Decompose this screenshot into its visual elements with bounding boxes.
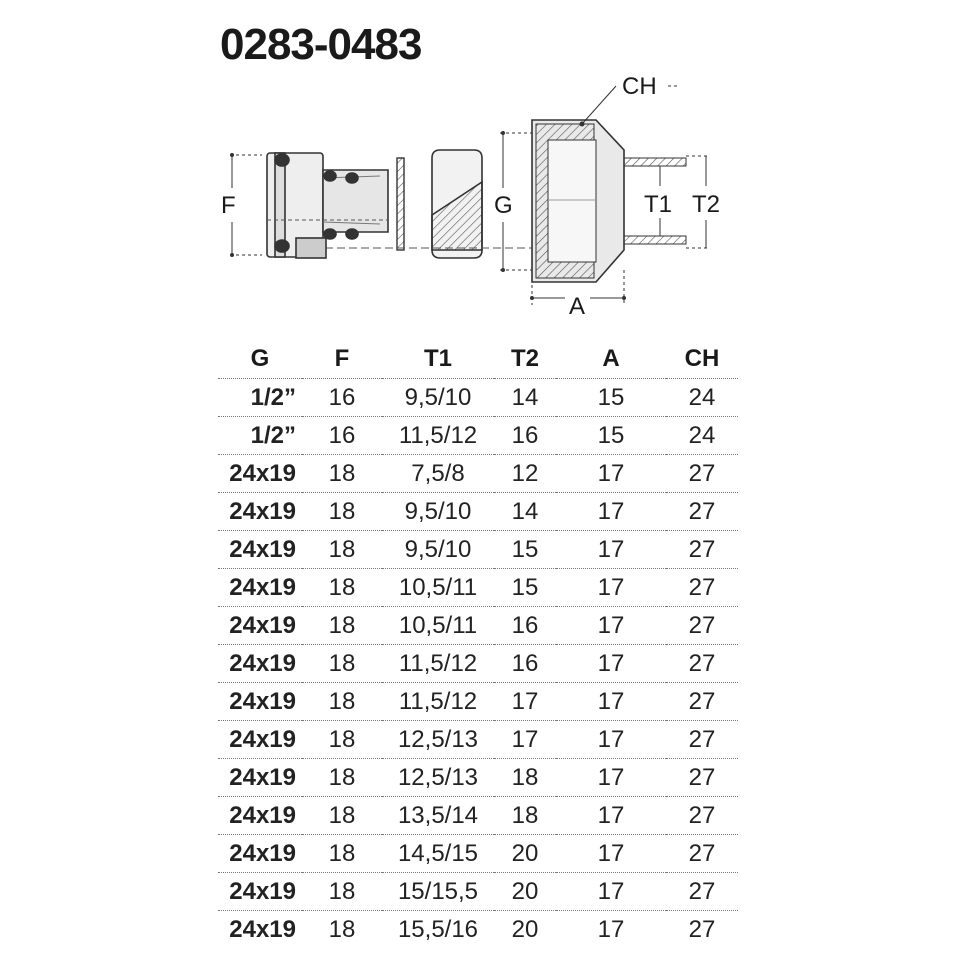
table-row: [218, 493, 738, 531]
spec-table: [218, 340, 738, 948]
cell-ch: 27: [688, 915, 716, 943]
cell-a: 17: [556, 645, 666, 683]
cell-f: 18: [302, 531, 382, 569]
dim-F: [221, 153, 262, 257]
header-T2: T2: [494, 340, 556, 379]
cell-ch: 27: [666, 683, 738, 721]
insert-part: [267, 153, 388, 258]
header-CH: CH: [666, 340, 738, 379]
cell-f: 18: [302, 873, 382, 911]
cell-g: 24x19: [218, 607, 302, 645]
cell-ch: 27: [666, 607, 738, 645]
cell-ch: 27: [666, 721, 738, 759]
cell-t2: 18: [494, 797, 556, 835]
cell-t2: 16: [494, 645, 556, 683]
cell-t2: 14: [494, 379, 556, 417]
technical-drawing: [0, 0, 960, 340]
cell-g: 24x19: [229, 915, 296, 943]
cell-t2: 20: [494, 835, 556, 873]
cell-t2: 14: [494, 493, 556, 531]
cell-a: 17: [556, 835, 666, 873]
cell-t1: 10,5/11: [382, 607, 494, 645]
cell-ch: 27: [666, 455, 738, 493]
cell-f: 16: [302, 417, 382, 455]
dim-G: [494, 131, 532, 272]
cell-g: 24x19: [218, 759, 302, 797]
table-row: [218, 759, 738, 797]
label-A: A: [569, 293, 586, 320]
cell-ch: 27: [666, 797, 738, 835]
cell-t2: 15: [494, 569, 556, 607]
cell-a: 17: [556, 683, 666, 721]
cell-f: 18: [302, 683, 382, 721]
cell-a: 17: [556, 873, 666, 911]
label-T1: T1: [644, 191, 673, 218]
cell-a: 17: [556, 531, 666, 569]
cell-g: 24x19: [218, 569, 302, 607]
cell-f: 18: [302, 455, 382, 493]
cell-a: 17: [556, 721, 666, 759]
cell-g: 24x19: [218, 531, 302, 569]
cell-ch: 27: [666, 493, 738, 531]
cell-ch: 27: [666, 531, 738, 569]
cell-a: 17: [556, 759, 666, 797]
dim-CH: [580, 73, 681, 127]
table-row: [218, 873, 738, 911]
cell-ch: 27: [666, 569, 738, 607]
cell-f: 18: [302, 607, 382, 645]
table-row: [218, 721, 738, 759]
cell-f: 16: [302, 379, 382, 417]
cell-f: 18: [302, 645, 382, 683]
cell-f: 18: [302, 569, 382, 607]
cell-a: 17: [597, 915, 625, 943]
cell-t1: 11,5/12: [382, 645, 494, 683]
cell-t1: 11,5/12: [382, 683, 494, 721]
header-F: F: [302, 340, 382, 379]
cell-f: 18: [302, 797, 382, 835]
cell-t2: 20: [494, 873, 556, 911]
cell-t1: 9,5/10: [382, 531, 494, 569]
label-F: F: [221, 192, 236, 219]
cell-a: 17: [556, 455, 666, 493]
nut-part: [532, 120, 624, 282]
table-row: [218, 835, 738, 873]
cell-ch: 27: [666, 873, 738, 911]
label-T2: T2: [692, 191, 721, 218]
cell-t1: 12,5/13: [382, 759, 494, 797]
cell-t1: 11,5/12: [382, 417, 494, 455]
cell-t2: 17: [494, 721, 556, 759]
cell-f: 18: [302, 759, 382, 797]
table-row: [218, 645, 738, 683]
cell-f: 18: [302, 835, 382, 873]
cell-g: 24x19: [218, 493, 302, 531]
table-row: [218, 455, 738, 493]
cell-g: 24x19: [218, 721, 302, 759]
dim-T1-T2: [624, 156, 720, 248]
cell-g: 24x19: [218, 835, 302, 873]
cell-t1: 14,5/15: [382, 835, 494, 873]
cell-t1: 10,5/11: [382, 569, 494, 607]
cell-t1: 7,5/8: [382, 455, 494, 493]
cell-a: 17: [556, 797, 666, 835]
table-row: [218, 607, 738, 645]
table-row: [218, 797, 738, 835]
cell-f: 18: [302, 493, 382, 531]
cell-a: 15: [556, 379, 666, 417]
cell-ch: 24: [666, 379, 738, 417]
cell-g: 24x19: [218, 797, 302, 835]
table-row: [218, 911, 738, 949]
cell-f: 18: [302, 721, 382, 759]
cell-g: 1/2”: [218, 417, 302, 455]
cell-a: 17: [556, 493, 666, 531]
table-row: [218, 531, 738, 569]
cell-t1: 15/15,5: [382, 873, 494, 911]
header-G: G: [218, 340, 302, 379]
cell-ch: 27: [666, 835, 738, 873]
cell-t2: 16: [494, 607, 556, 645]
cell-t1: 13,5/14: [382, 797, 494, 835]
table-body: [218, 379, 738, 949]
cell-ch: 27: [666, 759, 738, 797]
label-G: G: [494, 192, 513, 219]
cell-t1: 9,5/10: [382, 379, 494, 417]
cell-a: 17: [556, 607, 666, 645]
cell-g: 1/2”: [218, 379, 302, 417]
cell-t1: 15,5/16: [397, 915, 479, 943]
cell-t1: 12,5/13: [382, 721, 494, 759]
cell-ch: 27: [666, 645, 738, 683]
cell-f: 18: [328, 915, 356, 943]
header-A: A: [556, 340, 666, 379]
cell-t2: 15: [494, 531, 556, 569]
washer-part: [397, 158, 404, 250]
header-T1: T1: [382, 340, 494, 379]
table-row: [218, 683, 738, 721]
cell-t2: 17: [494, 683, 556, 721]
split-ring-part: [432, 150, 482, 258]
table-row: [218, 417, 738, 455]
cell-ch: 24: [666, 417, 738, 455]
cell-t2: 12: [494, 455, 556, 493]
label-CH: CH: [622, 73, 657, 100]
cell-a: 15: [556, 417, 666, 455]
table-row: [218, 379, 738, 417]
table-header-row: [218, 340, 738, 379]
cell-t2: 20: [511, 915, 539, 943]
page-title: 0283-0483: [220, 20, 422, 69]
table-row: [218, 569, 738, 607]
cell-g: 24x19: [218, 873, 302, 911]
cell-g: 24x19: [218, 683, 302, 721]
cell-t1: 9,5/10: [382, 493, 494, 531]
cell-t2: 18: [494, 759, 556, 797]
cell-g: 24x19: [218, 645, 302, 683]
cell-a: 17: [556, 569, 666, 607]
cell-g: 24x19: [218, 455, 302, 493]
cell-t2: 16: [494, 417, 556, 455]
